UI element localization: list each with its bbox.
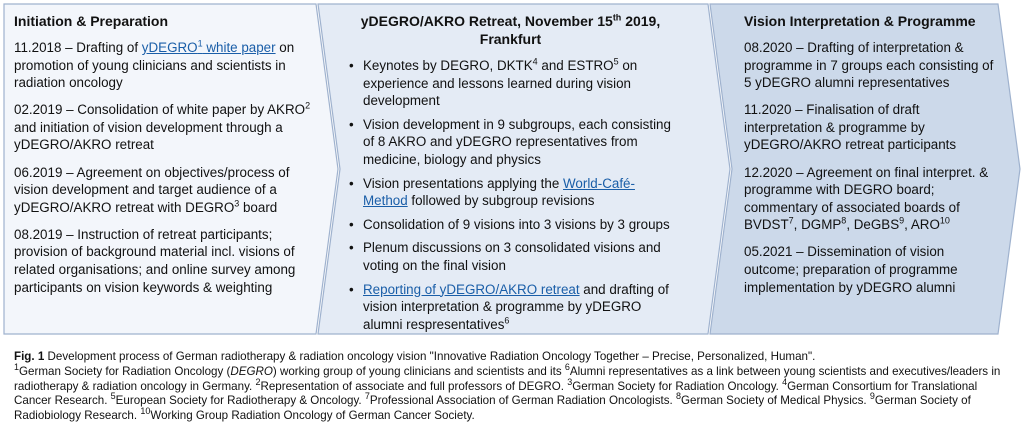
bullet-text: on experience and lessons learned during vision development (363, 58, 638, 109)
entry-2019-08 (14, 226, 314, 296)
caption-footnotes (14, 361, 1014, 424)
entry-text: 05.2021 – Dissemination of vision outcome; preparation of programme implementation by yDEGRO alumni (744, 244, 958, 295)
bullet-text: and drafting of vision interpretation & programme by yDEGRO alumni respresentatives (363, 281, 669, 332)
footnote-ref: 5 (613, 56, 619, 67)
bullet-text: Keynotes by DEGRO, DKTK (363, 58, 533, 73)
footnote-ref: 8 (841, 215, 847, 226)
footnote-number: 7 (364, 391, 370, 402)
title-sup: th (612, 12, 622, 23)
footnote-number: 10 (140, 406, 151, 417)
figure-caption (14, 350, 1014, 424)
entry-text: 06.2019 – Agreement on objectives/process of vision development and target audience of a yDEGRO/AKRO retreat with DEGRO (14, 164, 290, 215)
panel-retreat (348, 12, 673, 339)
footnote-text: ) working group of young clinicians and scientists and its (272, 364, 565, 378)
footnote-number: 3 (567, 376, 573, 387)
footnote-text: German Society of Radiobiology Research. (14, 394, 971, 423)
panel-title: Vision Interpretation & Programme (744, 13, 976, 29)
entry-2020-08 (744, 39, 999, 92)
bullet-keynotes (363, 57, 673, 110)
entry-2021-05 (744, 243, 999, 296)
bullet-subgroups (363, 116, 673, 169)
footnote-text: Professional Association of German Radiation Oncologists. (369, 394, 676, 408)
footnote-number: 1 (14, 361, 20, 372)
title-text: yDEGRO/AKRO Retreat, November 15 (360, 13, 613, 29)
footnote-ref: 10 (939, 215, 950, 226)
link-ydegro-white-paper[interactable] (142, 40, 276, 55)
footnote-text: German Society for Radiation Oncology. (572, 379, 783, 393)
footnote-number: 2 (255, 376, 261, 387)
bullet-presentations (363, 175, 673, 210)
panel-title (348, 12, 673, 48)
footnote-ref: 4 (532, 56, 538, 67)
footnote-number: 4 (782, 376, 788, 387)
entry-2020-11 (744, 101, 999, 154)
bullet-reporting (363, 281, 673, 334)
entry-text: 08.2020 – Drafting of interpretation & programme in 7 groups each consisting of 5 yDEGRO alumni representatives (744, 40, 994, 91)
entry-text: and initiation of vision development through a yDEGRO/AKRO retreat (14, 119, 283, 153)
entry-text: 11.2018 – Drafting of (14, 40, 142, 55)
link-text[interactable]: white paper (202, 40, 276, 55)
footnote-ref: 3 (234, 198, 240, 209)
bullet-text: Vision development in 9 subgroups, each consisting of 8 AKRO and yDEGRO representatives from medicine, biology and physics (363, 116, 671, 167)
entry-2018-11 (14, 39, 314, 92)
entry-text: , DeGBS (846, 217, 900, 233)
bullet-text: Vision presentations applying the (363, 175, 564, 191)
entry-text: 08.2019 – Instruction of retreat participants; provision of background material incl. visions of related organisations; and online survey among participants on vision keywords & weighting (14, 226, 296, 295)
footnote-ref: 6 (504, 315, 510, 326)
figure-label: Fig. 1 (14, 350, 45, 363)
footnote-ref: 7 (788, 215, 794, 226)
entry-text: , DGMP (793, 217, 842, 233)
link-text[interactable]: yDEGRO (141, 40, 198, 55)
bullet-consolidation (363, 216, 673, 234)
entry-2019-06 (14, 164, 314, 217)
bullet-text: and ESTRO (537, 58, 614, 73)
bullet-text: Plenum discussions on 3 consolidated visions and voting on the final vision (363, 240, 661, 273)
caption-title (14, 350, 1014, 365)
footnote-text: German Society of Medical Physics. (681, 394, 870, 408)
panel-vision-interpretation (744, 12, 999, 306)
footnote-number: 9 (869, 391, 875, 402)
bullet-text: followed by subgroup revisions (407, 193, 595, 209)
entry-text: 11.2020 – Finalisation of draft interpretation & programme by yDEGRO/AKRO retreat participants (744, 102, 957, 153)
footnote-ref: 2 (305, 100, 311, 111)
footnote-text: Alumni representatives as a link between young scientists and executives/leaders in radiotherapy & radiation oncology in Germany. (14, 364, 1001, 393)
entry-2019-02 (14, 101, 314, 154)
entry-text: 02.2019 – Consolidation of white paper by AKRO (14, 102, 306, 118)
entry-2020-12 (744, 164, 999, 234)
footnote-number: 8 (676, 391, 682, 402)
panel-initiation (14, 12, 314, 306)
footnote-italic: DEGRO (230, 364, 273, 378)
link-world-cafe-method[interactable]: World-Café-Method (363, 175, 635, 209)
footnote-text: German Society for Radiation Oncology ( (19, 364, 231, 378)
entry-text: board (239, 199, 278, 215)
bullet-text: Consolidation of 9 visions into 3 visions by 3 groups (363, 216, 670, 232)
retreat-bullet-list (348, 57, 673, 333)
entry-text: 12.2020 – Agreement on final interpret. & programme with DEGRO board; commentary of associated boards of BVDST (744, 164, 989, 233)
footnote-text: German Consortium for Translational Cancer Research. (14, 379, 978, 408)
footnote-text: Working Group Radiation Oncology of German Cancer Society. (150, 409, 475, 423)
footnote-text: European Society for Radiotherapy & Oncology. (115, 394, 365, 408)
entry-text: , ARO (904, 217, 940, 233)
title-text: 2019, Frankfurt (479, 13, 661, 47)
bullet-plenum (363, 239, 673, 274)
footnote-number: 6 (564, 361, 570, 372)
caption-text: Development process of German radiotherapy & radiation oncology vision "Innovative Radiation Oncology Together – Precise, Personalized, Human". (44, 350, 816, 363)
link-reporting-retreat[interactable]: Reporting of yDEGRO/AKRO retreat (363, 281, 580, 297)
footnote-ref: 9 (899, 215, 905, 226)
footnote-ref: 1 (197, 38, 203, 49)
footnote-text: Representation of associate and full professors of DEGRO. (260, 379, 568, 393)
panel-title: Initiation & Preparation (14, 13, 169, 29)
footnote-number: 5 (110, 391, 116, 402)
entry-text: on promotion of young clinicians and scientists in radiation oncology (14, 40, 295, 91)
